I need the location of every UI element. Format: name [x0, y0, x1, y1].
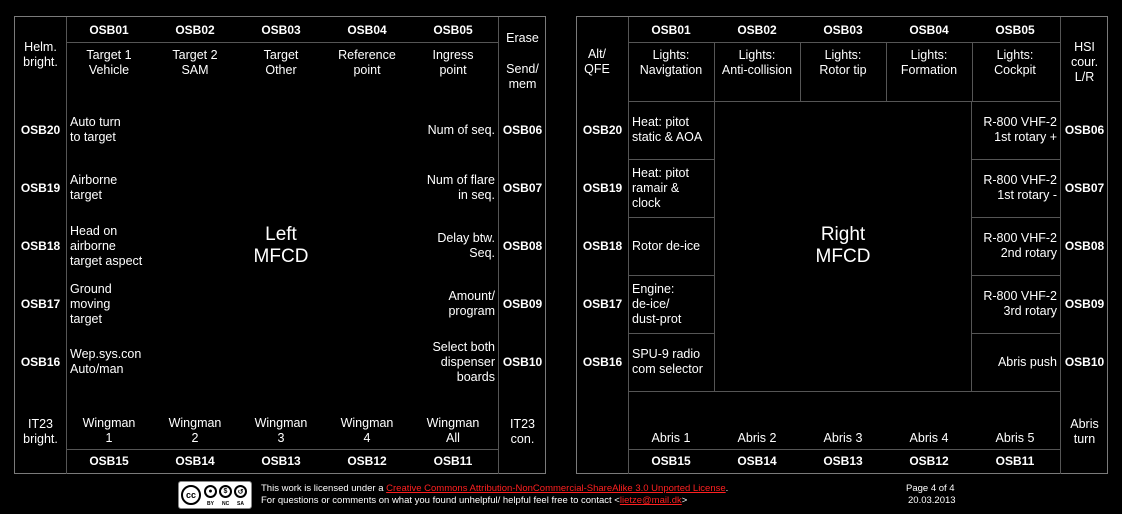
divider — [972, 333, 1060, 334]
right-bottom-osb-12: OSB12 — [909, 454, 949, 468]
page-number: Page 4 of 4 — [906, 483, 955, 494]
nc-badge-text: NC — [222, 501, 230, 507]
license-text: This work is licensed under a Creative Commons Attribution-NonCommercial-ShareAlike 3.0 Unported License. — [261, 483, 729, 494]
right-top-osb-4: OSB04 — [909, 23, 949, 37]
right-bottom-label-12: Abris 4 — [909, 431, 949, 445]
left-top-label-1: Target 1 Vehicle — [86, 48, 132, 77]
right-right-label-8: R-800 VHF-2 2nd rotary — [983, 231, 1057, 260]
left-left-osb-17: OSB17 — [20, 296, 61, 311]
left-left-osb-19: OSB19 — [20, 180, 61, 195]
left-bottom-osb-12: OSB12 — [347, 454, 387, 468]
left-right-label-7: Num of flare in seq. — [426, 173, 495, 202]
left-right-osb-6: OSB06 — [502, 122, 543, 137]
left-bottom-label-13: Wingman 3 — [254, 416, 308, 445]
divider — [800, 42, 801, 101]
right-top-label-5: Lights: Cockpit — [994, 48, 1036, 77]
right-right-osb-6: OSB06 — [1064, 122, 1105, 137]
page-date: 20.03.2013 — [908, 495, 956, 506]
right-left-label-16: SPU-9 radio com selector — [632, 347, 703, 376]
right-corner-tr: HSI cour. L/R — [1070, 39, 1099, 84]
right-top-label-4: Lights: Formation — [900, 48, 958, 77]
divider — [972, 217, 1060, 218]
left-top-label-3: Target Other — [263, 48, 299, 77]
divider — [628, 391, 1060, 392]
divider — [972, 42, 973, 101]
left-left-label-18: Head on airborne target aspect — [70, 223, 143, 268]
nc-icon: $ — [219, 485, 232, 498]
sa-badge-text: SA — [237, 501, 244, 507]
right-left-label-19: Heat: pitot ramair & clock — [632, 165, 689, 210]
right-right-osb-10: OSB10 — [1064, 354, 1105, 369]
right-top-label-1: Lights: Navigtation — [639, 48, 703, 77]
right-bottom-label-14: Abris 2 — [737, 431, 777, 445]
contact-email-link[interactable]: lietze@mail.dk — [619, 495, 682, 506]
left-corner-tl: Helm. bright. — [23, 39, 58, 69]
left-top-label-4: Reference point — [338, 48, 396, 77]
divider — [972, 159, 1060, 160]
by-icon: ● — [204, 485, 217, 498]
left-bottom-label-11: Wingman All — [426, 416, 480, 445]
divider — [628, 275, 714, 276]
left-top-osb-5: OSB05 — [433, 23, 473, 37]
left-right-osb-9: OSB09 — [502, 296, 543, 311]
left-right-label-9: Amount/ program — [448, 289, 495, 318]
left-right-osb-10: OSB10 — [502, 354, 543, 369]
sa-icon: ↺ — [234, 485, 247, 498]
left-right-osb-8: OSB08 — [502, 238, 543, 253]
left-left-osb-18: OSB18 — [20, 238, 61, 253]
right-bottom-label-11: Abris 5 — [995, 431, 1035, 445]
left-mfcd-panel — [14, 16, 546, 474]
right-right-label-9: R-800 VHF-2 3rd rotary — [983, 289, 1057, 318]
license-link[interactable]: Creative Commons Attribution-NonCommercial-ShareAlike 3.0 Unported License — [386, 483, 726, 494]
right-top-osb-3: OSB03 — [823, 23, 863, 37]
right-top-osb-2: OSB02 — [737, 23, 777, 37]
left-bottom-osb-11: OSB11 — [433, 454, 473, 468]
right-left-label-18: Rotor de-ice — [632, 238, 701, 253]
left-top-osb-4: OSB04 — [347, 23, 387, 37]
left-left-osb-20: OSB20 — [20, 122, 61, 137]
divider — [628, 17, 629, 474]
right-top-osb-5: OSB05 — [995, 23, 1035, 37]
right-right-osb-9: OSB09 — [1064, 296, 1105, 311]
left-bottom-label-14: Wingman 2 — [168, 416, 222, 445]
divider — [66, 17, 67, 474]
right-bottom-osb-11: OSB11 — [995, 454, 1035, 468]
left-bottom-osb-13: OSB13 — [261, 454, 301, 468]
right-bottom-osb-14: OSB14 — [737, 454, 777, 468]
left-mfcd-title: Left MFCD — [253, 224, 309, 267]
divider — [886, 42, 887, 101]
divider — [628, 159, 714, 160]
right-bottom-osb-13: OSB13 — [823, 454, 863, 468]
left-top-label-5: Ingress point — [432, 48, 474, 77]
right-bottom-osb-15: OSB15 — [651, 454, 691, 468]
right-top-label-2: Lights: Anti-collision — [721, 48, 793, 77]
divider — [628, 333, 714, 334]
left-left-label-20: Auto turn to target — [70, 115, 121, 144]
left-left-label-17: Ground moving target — [70, 281, 112, 326]
right-right-osb-8: OSB08 — [1064, 238, 1105, 253]
right-left-osb-16: OSB16 — [582, 354, 623, 369]
right-left-label-20: Heat: pitot static & AOA — [632, 115, 703, 144]
divider — [714, 42, 715, 101]
left-left-osb-16: OSB16 — [20, 354, 61, 369]
right-bottom-label-15: Abris 1 — [651, 431, 691, 445]
left-right-osb-7: OSB07 — [502, 180, 543, 195]
right-top-label-3: Lights: Rotor tip — [819, 48, 867, 77]
right-left-osb-17: OSB17 — [582, 296, 623, 311]
left-top-osb-3: OSB03 — [261, 23, 301, 37]
left-corner-br: IT23 con. — [509, 417, 535, 446]
left-bottom-osb-15: OSB15 — [89, 454, 129, 468]
left-right-label-6: Num of seq. — [427, 122, 495, 137]
right-left-osb-20: OSB20 — [582, 122, 623, 137]
cc-icon: cc — [181, 485, 201, 505]
left-corner-tr-send: Send/ mem — [506, 62, 539, 91]
left-top-osb-2: OSB02 — [175, 23, 215, 37]
left-right-label-10: Select both dispenser boards — [432, 339, 495, 384]
left-bottom-osb-14: OSB14 — [175, 454, 215, 468]
left-top-label-2: Target 2 SAM — [172, 48, 218, 77]
right-left-osb-19: OSB19 — [582, 180, 623, 195]
divider — [628, 217, 714, 218]
divider — [972, 275, 1060, 276]
right-left-osb-18: OSB18 — [582, 238, 623, 253]
right-bottom-label-13: Abris 3 — [823, 431, 863, 445]
by-badge-text: BY — [207, 501, 214, 507]
left-corner-tr-erase: Erase — [506, 30, 539, 45]
left-top-osb-1: OSB01 — [89, 23, 129, 37]
contact-text: For questions or comments on what you found unhelpful/ helpful feel free to contact <lietze@mail.dk> — [261, 495, 688, 506]
right-corner-tl: Alt/ QFE — [584, 47, 610, 76]
left-left-label-19: Airborne target — [70, 173, 118, 202]
left-corner-bl: IT23 bright. — [23, 417, 58, 446]
left-left-label-16: Wep.sys.con Auto/man — [70, 347, 142, 376]
right-corner-br: Abris turn — [1070, 417, 1099, 446]
right-mfcd-title: Right MFCD — [815, 224, 871, 267]
cc-license-logo — [178, 481, 252, 509]
right-right-label-6: R-800 VHF-2 1st rotary + — [983, 115, 1057, 144]
left-right-label-8: Delay btw. Seq. — [437, 231, 495, 260]
right-right-label-10: Abris push — [997, 354, 1057, 369]
right-right-osb-7: OSB07 — [1064, 180, 1105, 195]
right-mfcd-panel — [576, 16, 1108, 474]
right-top-osb-1: OSB01 — [651, 23, 691, 37]
left-bottom-label-15: Wingman 1 — [82, 416, 136, 445]
right-left-label-17: Engine: de-ice/ dust-prot — [632, 281, 682, 326]
right-right-label-7: R-800 VHF-2 1st rotary - — [983, 173, 1057, 202]
left-bottom-label-12: Wingman 4 — [340, 416, 394, 445]
